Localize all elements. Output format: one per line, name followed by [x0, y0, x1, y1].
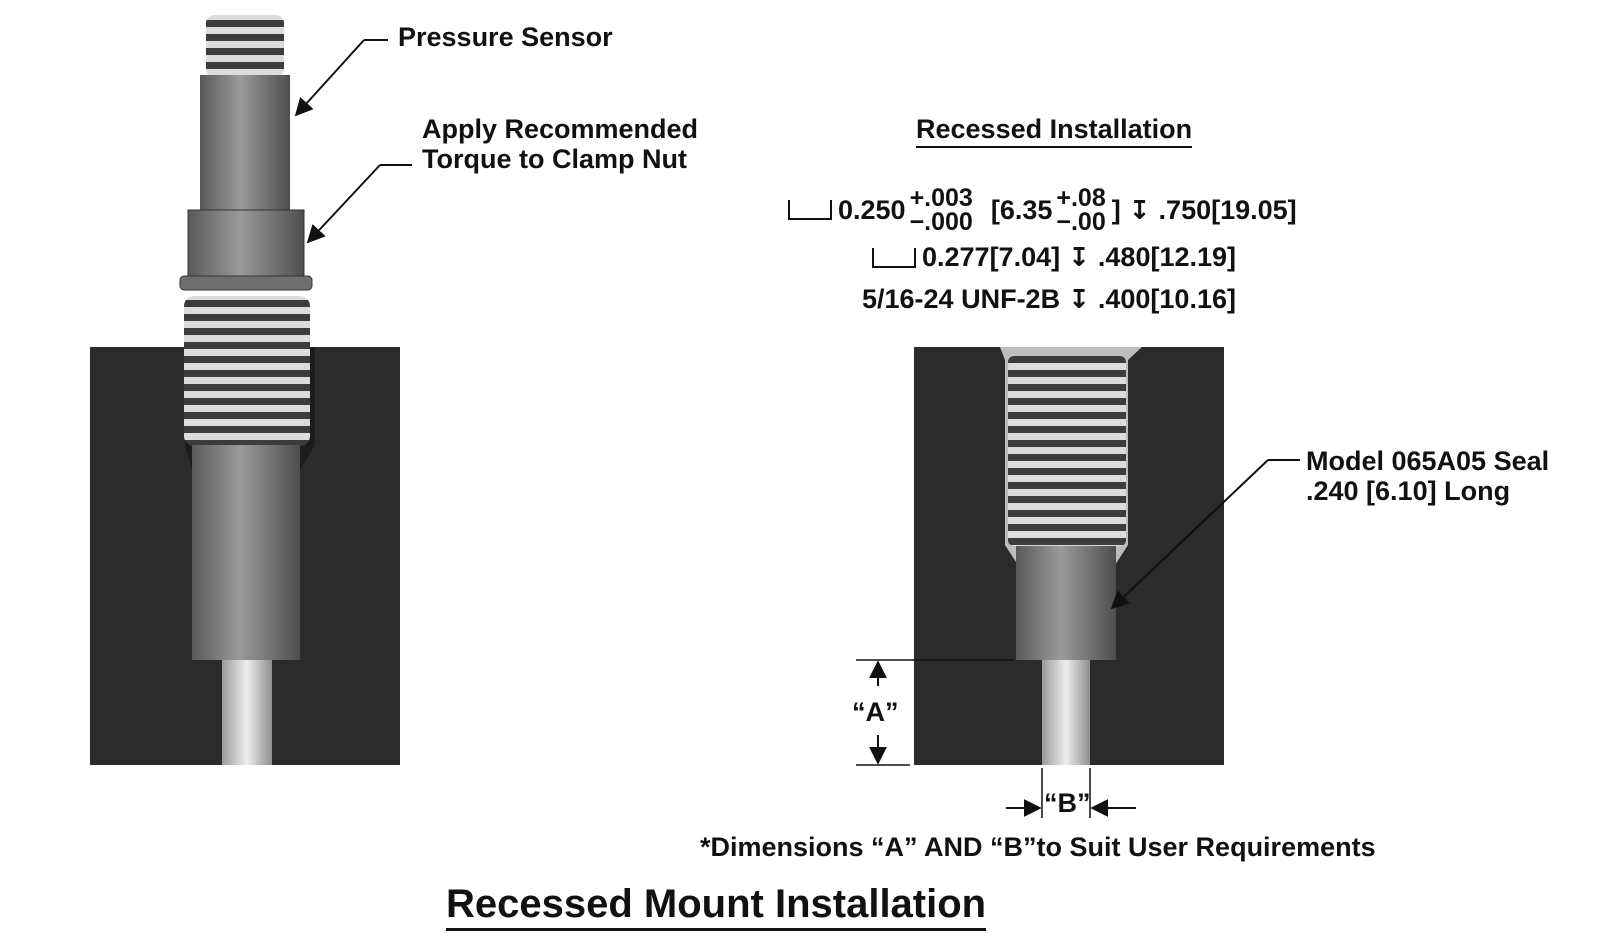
depth-symbol-icon: ↧ — [1128, 194, 1151, 225]
spec-row1-metric-open: [6.35 — [990, 194, 1053, 225]
spec-row3-thread: 5/16-24 UNF-2B — [862, 284, 1061, 314]
left-nut-flange — [180, 276, 312, 290]
spec-row3-depth: .400[10.16] — [1097, 284, 1236, 314]
spec-row1-metric-tol-plus: +.08 — [1056, 184, 1106, 212]
counterbore-symbol — [872, 248, 916, 268]
left-sensor-connector-thread — [206, 15, 284, 77]
seal-label-line1: Model 065A05 Seal — [1306, 446, 1550, 476]
depth-symbol-icon: ↧ — [1068, 242, 1090, 272]
spec-row1-metric-tol-minus: −.00 — [1056, 208, 1106, 236]
spec-row1-tol-plus: +.003 — [909, 184, 973, 212]
spec-row-1 — [788, 186, 1297, 234]
left-sensor-tip — [222, 660, 272, 765]
dim-a-label: “A” — [852, 697, 899, 727]
pressure-sensor-label: Pressure Sensor — [398, 22, 613, 52]
pressure-sensor-leader-arrow — [296, 40, 364, 115]
spec-row-2 — [872, 242, 1236, 273]
recessed-installation-heading-text: Recessed Installation — [916, 114, 1192, 148]
torque-leader-arrow — [308, 165, 380, 242]
spec-row1-depth: .750[19.05] — [1158, 194, 1297, 225]
spec-row1-dia: 0.250 — [838, 194, 906, 225]
right-bore-thread — [1008, 356, 1126, 546]
right-passage-b — [1042, 660, 1090, 765]
depth-symbol-icon: ↧ — [1068, 284, 1090, 314]
torque-label-line2: Torque to Clamp Nut — [422, 144, 687, 174]
seal-label-line2: .240 [6.10] Long — [1306, 476, 1511, 506]
recessed-installation-heading — [916, 114, 1192, 144]
left-clamp-nut — [188, 210, 304, 280]
spec-row1-tolerance — [910, 186, 973, 234]
dimensions-footnote: *Dimensions “A” AND “B”to Suit User Requirements — [700, 832, 1376, 862]
left-sensor-sleeve — [192, 445, 300, 660]
right-seal-counterbore — [1016, 546, 1116, 660]
page-title — [446, 882, 986, 926]
spec-row2-dia: 0.277[7.04] — [922, 242, 1061, 272]
torque-label-line1: Apply Recommended — [422, 114, 699, 144]
spec-row1-metric-tolerance — [1056, 186, 1105, 234]
left-sensor-body — [200, 75, 290, 210]
right-assembly — [856, 347, 1300, 818]
counterbore-symbol — [788, 200, 832, 220]
page-title-text: Recessed Mount Installation — [446, 882, 986, 931]
spec-row-3 — [862, 284, 1236, 315]
dim-b-label: “B” — [1044, 788, 1091, 818]
left-assembly — [90, 15, 412, 765]
spec-row1-tol-minus: −.000 — [909, 208, 973, 236]
spec-row2-depth: .480[12.19] — [1097, 242, 1237, 272]
left-mount-thread — [184, 296, 310, 446]
spec-row1-metric-close: ] — [1111, 194, 1121, 225]
